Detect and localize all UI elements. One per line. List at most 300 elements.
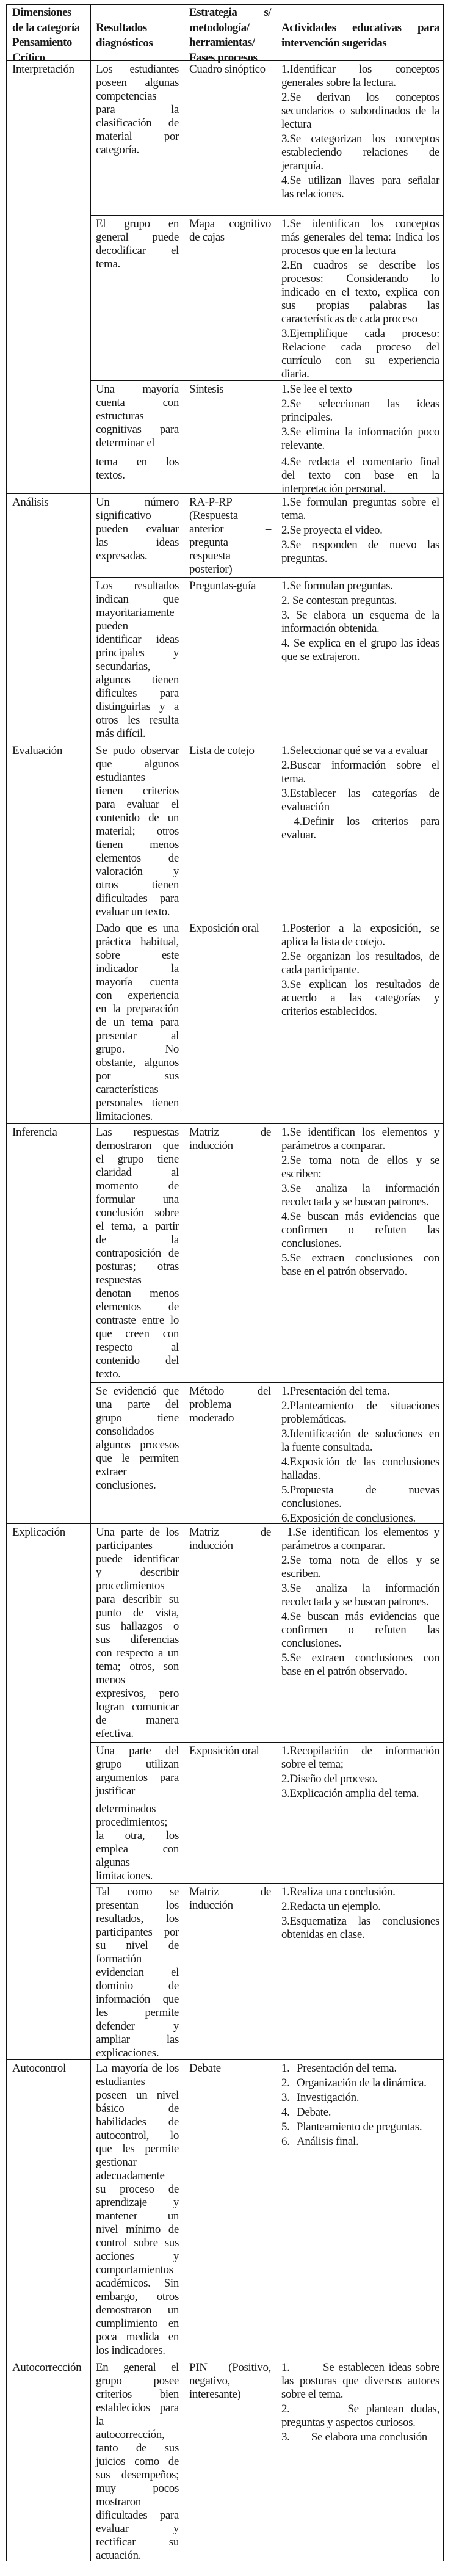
cell-text-line: que les permite	[96, 2142, 179, 2155]
result-cell	[90, 217, 184, 271]
cell-text-line: 2.Se toma nota de ellos y se	[281, 1554, 439, 1567]
cell-text-line: más difícil.	[96, 727, 146, 740]
cell-text-line: anterior –	[189, 523, 271, 535]
dimension-cell	[7, 2361, 90, 2375]
cell-text-line: información obtenida.	[281, 622, 380, 635]
cell-text-line: diaria.	[281, 368, 309, 380]
cell-text-line: demostraron que	[96, 1139, 179, 1152]
cell-text-line: 5.Propuesta de nuevas	[281, 1484, 439, 1497]
cell-text-line: Matriz de	[189, 1885, 271, 1898]
cell-text-line: de la	[96, 1233, 179, 1246]
cell-text-line: actuación.	[96, 2549, 142, 2562]
header-text-line: Crítico	[12, 51, 45, 64]
cell-text-line: procedimientos;	[96, 1816, 168, 1829]
cell-text-line: determinados	[96, 1802, 156, 1815]
cell-text-line: Relacione cada proceso del	[281, 341, 439, 354]
activities-cell	[276, 217, 444, 381]
cell-text-line: Método del	[189, 1385, 271, 1398]
cell-text-line: conclusiones.	[281, 1497, 342, 1510]
result-cell	[90, 63, 184, 157]
cell-text-line: denotan menos	[96, 1287, 179, 1300]
dimension-cell	[7, 1526, 90, 1539]
cell-text-line: participantes	[96, 1539, 153, 1552]
cell-text-line: claridad al	[96, 1166, 179, 1179]
strategy-cell	[184, 1526, 276, 1553]
cell-text-line: 2.Buscar información sobre el	[281, 759, 439, 772]
cell-text-line: los indicadores.	[96, 2344, 165, 2357]
cell-text-line: indicado en el texto, explica con	[281, 286, 439, 299]
cell-text-line: contraste entre lo	[96, 1314, 179, 1327]
cell-text-line: 1.Se lee el texto	[281, 383, 352, 396]
cell-text-line: 2.Se derivan los conceptos	[281, 91, 439, 104]
strategy-cell	[184, 579, 276, 593]
cell-text-line: 1.Identificar los conceptos	[281, 63, 439, 76]
cell-text-line: Exposición oral	[189, 922, 259, 935]
cell-text-line: distinguirlas y a	[96, 700, 179, 713]
cell-text-line: argumentos para	[96, 1771, 179, 1784]
cell-text-line: pregunta –	[189, 536, 271, 549]
numbered-activity	[281, 2062, 439, 2075]
dimension-cell	[7, 63, 90, 76]
cell-text-line: tanto de sus	[96, 2442, 179, 2454]
cell-text-line: parámetros a comparar.	[281, 1139, 386, 1152]
list-text: Debate.	[297, 2106, 331, 2119]
list-text: Organización de la dinámica.	[297, 2077, 427, 2089]
cell-text-line: indican que	[96, 593, 179, 606]
activities-cell	[276, 2361, 444, 2444]
cell-text-line: sus desempeños;	[96, 2469, 179, 2481]
cell-text-line: menos	[96, 1674, 125, 1686]
cell-text-line: Exposición oral	[189, 1744, 259, 1757]
activities-cell	[276, 579, 444, 664]
strategy-cell	[184, 496, 276, 576]
header-dimension	[7, 5, 90, 65]
list-text: Planteamiento de preguntas.	[297, 2121, 422, 2133]
cell-text-line: 1.Presentación del tema.	[281, 1385, 390, 1398]
strategy-cell	[184, 1126, 276, 1153]
cell-text-line: información que	[96, 1993, 179, 2006]
cell-text-line: momento de	[96, 1180, 179, 1192]
header-text-line: diagnósticos	[96, 36, 153, 49]
cell-text-line: gestionar	[96, 2156, 137, 2169]
cell-text-line: respuestas	[96, 1274, 142, 1286]
list-number: 5.	[281, 2121, 290, 2133]
cell-text-line: 3.Se categorizan los conceptos	[281, 132, 439, 145]
strategy-cell	[184, 383, 276, 396]
cell-text-line: emplea con	[96, 1843, 179, 1856]
cell-text-line: Lista de cotejo	[189, 744, 255, 757]
cell-text-line: autocontrol, lo	[96, 2129, 179, 2142]
cell-text-line: generales sobre la lectura.	[281, 76, 396, 89]
strategy-cell	[184, 2062, 276, 2075]
cell-text-line: Preguntas-guía	[189, 579, 256, 592]
cell-text-line: clasificación de	[96, 117, 179, 129]
cell-text-line: el grupo tiene	[96, 1153, 179, 1166]
cell-text-line: 2. Se plantean dudas,	[281, 2403, 439, 2415]
cell-text-line: elementos de	[96, 852, 179, 865]
cell-text-line: Matriz de	[189, 1526, 271, 1539]
result-cell	[90, 1744, 184, 1798]
cell-text-line: tema en los	[96, 455, 179, 468]
cell-text-line: embargo, otros	[96, 2290, 179, 2303]
cell-text-line: procedimientos	[96, 1580, 165, 1592]
cell-text-line: que le permiten	[96, 1452, 179, 1465]
cell-text-line: evaluar un texto.	[96, 905, 170, 918]
header-text-line: Fases procesos	[189, 51, 258, 64]
cell-text-line: académicos. Sin	[96, 2277, 179, 2290]
cell-text-line: efectiva.	[96, 1727, 134, 1740]
cell-text-line: categoría.	[96, 143, 139, 156]
cell-text-line: tienen criterios	[96, 785, 179, 797]
cell-text-line: Debate	[189, 2062, 221, 2075]
cell-text-line: de cajas	[189, 231, 225, 244]
cell-text-line: interesante)	[189, 2388, 241, 2401]
cell-text-line: 1.Se formulan preguntas sobre el	[281, 496, 439, 509]
cell-text-line: defender y	[96, 2020, 179, 2033]
cell-text-line: juicios como de	[96, 2455, 179, 2468]
cell-text-line: 3.Ejemplifique cada proceso:	[281, 327, 439, 340]
strategy-cell	[184, 1885, 276, 1912]
cell-text-line: grupo. No	[96, 1043, 179, 1056]
cell-text-line: nivel mínimo de	[96, 2223, 179, 2236]
cell-text-line: tema.	[96, 258, 120, 270]
dimension-cell	[7, 496, 90, 509]
activities-cell-continued	[276, 455, 444, 496]
activities-cell	[276, 63, 444, 201]
dimension-cell	[7, 1126, 90, 1139]
cell-text-line: Dado que es una	[96, 922, 179, 935]
result-cell	[90, 2062, 184, 2357]
cell-text-line: 2.Se proyecta el video.	[281, 524, 383, 537]
cell-text-line: posterior)	[189, 563, 233, 576]
cell-text-line: 3. Se elabora una conclusión	[281, 2431, 427, 2444]
row-divider	[90, 1742, 444, 1743]
cell-text-line: valoración y	[96, 865, 179, 878]
cell-text-line: base en el patrón observado.	[281, 1665, 407, 1678]
cell-text-line: contenido del	[96, 1354, 179, 1367]
cell-text-line: estudiantes	[96, 2075, 145, 2088]
cell-text-line: 3.Establecer las categorías de	[281, 787, 439, 800]
cell-text-line: parámetros a comparar.	[281, 1539, 386, 1552]
cell-text-line: 1.Seleccionar qué se va a evaluar	[281, 744, 428, 757]
list-text: Investigación.	[297, 2091, 360, 2104]
cell-text-line: 2.Diseño del proceso.	[281, 1772, 378, 1785]
result-cell	[90, 496, 184, 563]
cell-text-line: estructuras	[96, 410, 144, 423]
strategy-cell	[184, 217, 276, 244]
cell-text-line: Una mayoría	[96, 383, 179, 396]
cell-text-line: sus propias palabras las	[281, 299, 439, 312]
cell-text-line: escriben:	[281, 1167, 322, 1180]
cell-text-line: 1.Recopilación de información	[281, 1744, 439, 1757]
cell-text-line: inducción	[189, 1539, 233, 1552]
cell-text-line: básico de	[96, 2102, 179, 2115]
cell-text-line: 3.Se analiza la información	[281, 1182, 439, 1195]
cell-text-line: con experiencia	[96, 989, 179, 1002]
cell-text-line: 2. Se contestan preguntas.	[281, 594, 397, 607]
cell-text-line: para describir su	[96, 1593, 179, 1606]
header-text-line: Dimensiones	[12, 6, 71, 19]
cell-text-line: Una parte del	[96, 1744, 179, 1757]
row-divider	[7, 2059, 444, 2060]
cell-text-line: sus hallazgos o	[96, 1620, 179, 1633]
cell-text-line: muy pocos	[96, 2482, 179, 2495]
cell-text-line: interpretación personal.	[281, 482, 386, 495]
header-text-line: intervención sugeridas	[281, 36, 387, 49]
activities-cell	[276, 1744, 444, 1801]
cell-text-line: 2.Se organizan los resultados, de	[281, 950, 439, 963]
cell-text-line: pueden evaluar	[96, 523, 179, 535]
cell-text-line: 4.Se buscan más evidencias que	[281, 1210, 439, 1223]
cell-text-line: para la	[96, 103, 179, 116]
cell-text-line: obtenidas en clase.	[281, 1928, 365, 1941]
cell-text-line: más generales del tema: Indica los	[281, 231, 439, 244]
cell-text-line: mayoría cuenta	[96, 976, 179, 989]
cell-text-line: evaluar.	[281, 829, 316, 841]
cell-text-line: consolidados	[96, 1425, 154, 1438]
dimension-label: Explicación	[12, 1526, 65, 1539]
activities-cell	[276, 1885, 444, 1942]
cell-text-line: identificar ideas	[96, 633, 179, 646]
activities-cell	[276, 922, 444, 1018]
cell-text-line: confirmen o refuten las	[281, 1224, 439, 1236]
cell-text-line: problema	[189, 1398, 231, 1411]
row-divider	[7, 493, 444, 494]
cell-text-line: 2.Redacta un ejemplo.	[281, 1900, 381, 1913]
cell-text-line: 1.Se identifican los elementos y	[281, 1526, 439, 1539]
row-divider	[90, 1382, 444, 1383]
cell-text-line: posturas; otras	[96, 1260, 179, 1273]
cell-text-line: escriben.	[281, 1567, 321, 1580]
cell-text-line: 2.Se seleccionan las ideas	[281, 397, 439, 410]
result-cell	[90, 1385, 184, 1492]
cell-text-line: sobre este	[96, 949, 179, 962]
cell-text-line: 3.Identificación de soluciones en	[281, 1428, 439, 1440]
numbered-activity	[281, 2091, 439, 2105]
cell-text-line: Una parte de los	[96, 1526, 179, 1539]
cell-text-line: y describir	[96, 1566, 179, 1579]
strategy-cell	[184, 744, 276, 758]
cell-text-line: acuerdo a las categorías y	[281, 992, 439, 1004]
cell-text-line: presentan los	[96, 1899, 179, 1912]
cell-text-line: adecuadamente	[96, 2169, 165, 2182]
cell-text-line: punto de vista,	[96, 1606, 179, 1619]
cell-text-line: otros les resulta	[96, 714, 179, 727]
header-text-line: Actividades educativas para	[281, 21, 439, 34]
cell-text-line: sobre el tema;	[281, 1758, 344, 1771]
numbered-activity	[281, 2106, 439, 2119]
cell-text-line: currículo con su experiencia	[281, 354, 439, 367]
cell-text-line: del texto con base en la	[281, 469, 439, 482]
result-cell	[90, 1126, 184, 1381]
cell-text-line: conclusiones.	[281, 1637, 342, 1650]
cell-text-line: preguntas.	[281, 552, 328, 565]
dimension-label: Inferencia	[12, 1126, 57, 1139]
cell-text-line: 4. Se explica en el grupo las ideas	[281, 637, 439, 650]
cell-text-line: relevante.	[281, 439, 325, 452]
cell-text-line: contenido de un	[96, 811, 179, 824]
result-cell	[90, 579, 184, 741]
cell-text-line: 3.Explicación amplia del tema.	[281, 1787, 419, 1800]
cell-text-line: tienen menos	[96, 838, 179, 851]
row-divider	[7, 1123, 444, 1124]
dimension-label: Interpretación	[12, 63, 74, 76]
cell-text-line: Matriz de	[189, 1126, 271, 1139]
cell-text-line: la	[96, 2415, 104, 2428]
cell-text-line: justificar	[96, 1785, 136, 1798]
cell-text-line: aplica la lista de cotejo.	[281, 935, 385, 948]
cell-text-line: cumplimiento en	[96, 2317, 179, 2330]
cell-text-line: indicador la	[96, 962, 179, 975]
strategy-cell	[184, 922, 276, 935]
strategy-cell	[184, 2361, 276, 2401]
dimension-cell	[7, 744, 90, 758]
row-divider	[7, 1523, 444, 1524]
result-cell	[90, 383, 184, 450]
cell-text-line: poca medida en	[96, 2331, 179, 2343]
cell-text-line: secundarios o subordinados de la	[281, 104, 439, 117]
cell-text-line: con respecto a un	[96, 1647, 179, 1660]
cell-text-line: logran comunicar	[96, 1700, 179, 1713]
cell-text-line: 2.Planteamiento de situaciones	[281, 1399, 439, 1412]
cell-text-line: autocorrección,	[96, 2428, 165, 2441]
cell-text-line: que creen con	[96, 1327, 179, 1340]
cell-text-line: su nivel de	[96, 1939, 179, 1952]
cell-text-line: participantes por	[96, 1926, 179, 1939]
cell-text-line: Se pudo observar	[96, 744, 179, 757]
cell-text-line: 3. Se elabora un esquema de la	[281, 609, 439, 622]
cell-text-line: Síntesis	[189, 383, 224, 396]
cell-text-line: pueden	[96, 620, 128, 633]
list-number: 1.	[281, 2062, 290, 2075]
cell-text-line: mantener un	[96, 2210, 179, 2222]
cell-text-line: inducción	[189, 1139, 233, 1152]
cell-text-line: competencias	[96, 90, 157, 103]
cell-text-line: material; otros	[96, 825, 179, 838]
header-text-line: Pensamiento	[12, 36, 72, 49]
cell-text-line: 4.Se buscan más evidencias que	[281, 1610, 439, 1623]
header-text-line: herramientas/	[189, 36, 255, 49]
numbered-activity	[281, 2135, 439, 2149]
row-divider	[90, 1883, 444, 1884]
cell-text-line: obstante, algunos	[96, 1056, 179, 1069]
cell-text-line: conclusión sobre	[96, 1206, 179, 1219]
cell-text-line: puede identificar	[96, 1553, 179, 1566]
cell-text-line: 4.Definir los criterios para	[281, 815, 439, 828]
cell-text-line: PIN (Positivo,	[189, 2361, 271, 2374]
result-cell-continued	[90, 1802, 184, 1883]
header-text-line: Resultados	[96, 21, 147, 34]
cell-text-line: jerarquía.	[281, 159, 323, 172]
cell-text-line: evaluación	[281, 800, 330, 813]
cell-text-line: moderado	[189, 1412, 234, 1424]
cell-text-line: RA-P-RP	[189, 496, 233, 509]
numbered-activity	[281, 2121, 439, 2134]
cell-text-line: 1.Posterior a la exposición, se	[281, 922, 439, 935]
cell-text-line: confirmen o refuten las	[281, 1624, 439, 1636]
cell-text-line: conclusiones.	[96, 1479, 156, 1492]
cell-text-line: 4.Se redacta el comentario final	[281, 455, 439, 468]
cell-text-line: principales y	[96, 647, 179, 659]
list-number: 2.	[281, 2077, 290, 2089]
cell-text-line: 1.Realiza una conclusión.	[281, 1885, 396, 1898]
cell-text-line: decodificar el	[96, 244, 179, 257]
cell-text-line: preguntas y aspectos curiosos.	[281, 2416, 416, 2429]
cell-text-line: de un tema para	[96, 1016, 179, 1029]
cell-text-line: lectura	[281, 118, 312, 131]
header-strategy	[184, 5, 276, 65]
cell-text-line: texto.	[96, 1368, 121, 1381]
cell-text-line: expresivos, pero	[96, 1687, 179, 1700]
activities-cell	[276, 744, 444, 842]
strategy-cell	[184, 1744, 276, 1758]
cell-text-line: el tema, a partir	[96, 1220, 179, 1233]
activities-cell	[276, 2062, 444, 2149]
cell-text-line: resultados, los	[96, 1912, 179, 1925]
cell-text-line: criterios establecidos.	[281, 1005, 377, 1018]
cell-text-line: halladas.	[281, 1469, 320, 1482]
row-divider	[90, 215, 444, 216]
cell-text-line: que se extrajeron.	[281, 650, 360, 663]
cell-text-line: secundarias,	[96, 660, 151, 673]
cell-text-line: sobre el tema.	[281, 2388, 344, 2401]
cell-text-line: problemáticas.	[281, 1413, 347, 1426]
cell-text-line: criterios bien	[96, 2388, 179, 2401]
cell-text-line: comportamientos	[96, 2263, 173, 2276]
result-cell	[90, 1526, 184, 1741]
cell-text-line: procesos que en la lectura	[281, 244, 396, 257]
cell-text-line: 1.Se identifican los conceptos	[281, 217, 439, 230]
cell-text-line: cognitivas para	[96, 423, 179, 436]
cell-text-line: una parte del	[96, 1398, 179, 1411]
cell-text-line: mostraron	[96, 2495, 141, 2508]
list-text: Análisis final.	[297, 2135, 359, 2148]
dimension-label: Evaluación	[12, 744, 62, 757]
cell-text-line: recolectada y se buscan patrones.	[281, 1595, 429, 1608]
activities-cell	[276, 383, 444, 452]
cell-text-line: algunas	[96, 1856, 130, 1869]
cell-text-line: Un número	[96, 496, 179, 509]
cell-text-line: demostraron un	[96, 2304, 179, 2317]
cell-text-line: Cuadro sinóptico	[189, 63, 266, 76]
cell-text-line: presentar al	[96, 1029, 179, 1042]
cell-text-line: grupo posee	[96, 2375, 179, 2387]
strategy-cell	[184, 1385, 276, 1425]
cell-text-line: tema.	[281, 772, 306, 785]
cell-text-line: La mayoría de los	[96, 2062, 179, 2075]
cell-text-line: cuenta con	[96, 396, 179, 409]
cell-text-line: poseen un nivel	[96, 2089, 179, 2102]
header-text-line: metodología/	[189, 21, 250, 34]
cell-text-line: formular una	[96, 1193, 179, 1206]
cell-text-line: 5.Se extraen conclusiones con	[281, 1652, 439, 1664]
cell-text-line: Se evidenció que	[96, 1385, 179, 1398]
cell-text-line: formación	[96, 1953, 142, 1965]
cell-text-line: respecto al	[96, 1341, 179, 1354]
list-number: 3.	[281, 2091, 290, 2104]
strategy-cell	[184, 63, 276, 76]
cell-text-line: práctica habitual,	[96, 935, 179, 948]
cell-text-line: mayoritariamente	[96, 606, 175, 619]
cell-text-line: la fuente consultada.	[281, 1441, 373, 1454]
cell-text-line: elementos de	[96, 1301, 179, 1313]
cell-text-line: base en el patrón observado.	[281, 1265, 407, 1278]
cell-text-line: Tal como se	[96, 1885, 179, 1898]
cell-text-line: conclusiones.	[281, 1237, 342, 1250]
cell-text-line: estudiantes	[96, 771, 145, 784]
cell-text-line: poseen algunas	[96, 76, 179, 89]
cell-text-line: principales.	[281, 411, 333, 424]
